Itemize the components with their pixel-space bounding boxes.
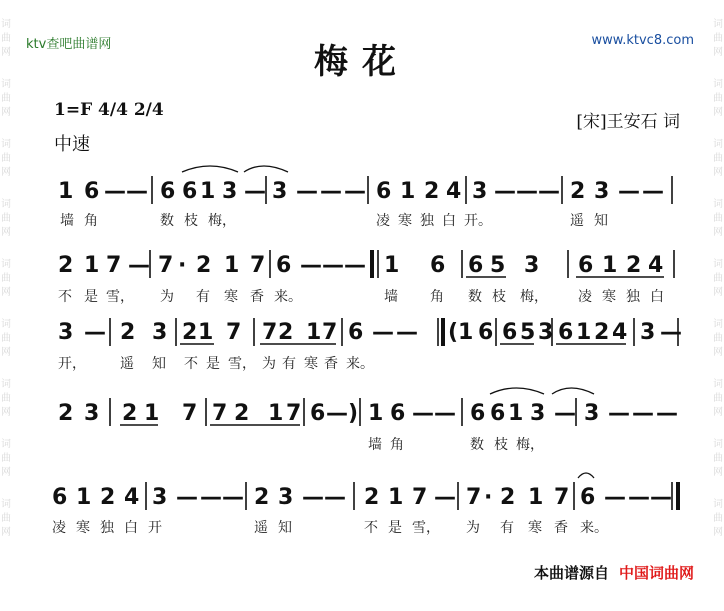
note: — — [320, 179, 342, 204]
note: 1 — [384, 253, 400, 278]
lyric: 角 — [84, 213, 98, 229]
note: 7 — [412, 485, 428, 510]
note: 2 — [58, 253, 74, 278]
note: 7 — [262, 320, 278, 345]
note: 1 — [528, 485, 544, 510]
note: 1 — [224, 253, 240, 278]
note: 5 — [490, 253, 506, 278]
note: 6 — [468, 253, 484, 278]
note: 6 — [276, 253, 292, 278]
note: — — [128, 253, 150, 278]
note: — — [126, 179, 148, 204]
lyric: 开。 — [464, 213, 492, 229]
note: 3 — [640, 320, 656, 345]
lyric: 寒 — [304, 356, 318, 372]
lyric: 香 — [324, 356, 338, 372]
note: 6 — [182, 179, 198, 204]
note: 2 — [100, 485, 116, 510]
note: — — [538, 179, 560, 204]
note: — — [322, 253, 344, 278]
note: 3 — [524, 253, 540, 278]
lyric: 来。 — [580, 520, 608, 536]
lyric: 寒 — [602, 289, 616, 305]
lyric: 遥 — [120, 356, 134, 372]
lyric: 遥 — [570, 213, 584, 229]
lyric: 数 — [160, 213, 174, 229]
note: 7 — [286, 401, 302, 426]
note: 6 — [348, 320, 364, 345]
note: — — [434, 485, 456, 510]
note: 2 — [424, 179, 440, 204]
note: — — [660, 320, 682, 345]
lyric: 不 — [58, 289, 72, 305]
lyric: 知 — [278, 520, 292, 536]
lyric: 是 — [206, 356, 220, 372]
note: 6 — [430, 253, 446, 278]
lyric: 开， — [58, 356, 86, 372]
note: 6 — [478, 320, 494, 345]
lyric: 香 — [554, 520, 568, 536]
lyric: 凌 — [578, 289, 592, 305]
site-url-right[interactable]: www.ktvc8.com — [591, 33, 694, 48]
note: 3 — [152, 320, 168, 345]
note: 2 — [364, 485, 380, 510]
note: — — [618, 179, 640, 204]
note: 1 — [400, 179, 416, 204]
note: — — [656, 401, 678, 426]
source-credit — [534, 562, 694, 583]
lyric: 不 — [184, 356, 198, 372]
note: 7 — [106, 253, 122, 278]
note: 2 — [58, 401, 74, 426]
lyric: 梅， — [208, 213, 236, 229]
note: 7 — [212, 401, 228, 426]
lyric: 来。 — [274, 289, 302, 305]
note: — — [176, 485, 198, 510]
note: — — [642, 179, 664, 204]
lyric: 是 — [84, 289, 98, 305]
note: 3 — [152, 485, 168, 510]
lyric: 知 — [594, 213, 608, 229]
song-title: 梅花 — [314, 42, 410, 82]
note: 3 — [58, 320, 74, 345]
note: 2 — [122, 401, 138, 426]
lyric: 遥 — [254, 520, 268, 536]
lyricist-credit: [宋]王安石 词 — [576, 112, 680, 132]
note: 6 — [502, 320, 518, 345]
lyric: 独 — [420, 213, 434, 229]
note: 6 — [490, 401, 506, 426]
note: 6 — [580, 485, 596, 510]
lyric: 角 — [430, 289, 444, 305]
lyric: 凌 — [376, 213, 390, 229]
score-line-2 — [58, 250, 674, 305]
note: 3 — [222, 179, 238, 204]
note: 1 — [144, 401, 160, 426]
lyric: 枝 — [492, 289, 506, 305]
note: 3 — [472, 179, 488, 204]
note: 1 — [388, 485, 404, 510]
note: 4 — [124, 485, 140, 510]
note: 1 — [306, 320, 322, 345]
lyric: 雪， — [228, 356, 256, 372]
tempo-marking: 中速 — [54, 134, 90, 155]
note: 7 — [182, 401, 198, 426]
note: 6 — [376, 179, 392, 204]
note: 2 — [196, 253, 212, 278]
note: — — [372, 320, 394, 345]
lyric: 香 — [250, 289, 264, 305]
note: 1 — [268, 401, 284, 426]
lyric: 墙 — [368, 437, 382, 453]
lyric: 来。 — [346, 356, 374, 372]
lyric: 数 — [468, 289, 482, 305]
lyric: 寒 — [224, 289, 238, 305]
note: 1 — [84, 253, 100, 278]
note: 2 — [254, 485, 270, 510]
lyric: 寒 — [76, 520, 90, 536]
lyric: 梅， — [520, 289, 548, 305]
note: — — [244, 179, 266, 204]
note: 2 — [570, 179, 586, 204]
note: (1 — [448, 320, 474, 345]
note: 4 — [446, 179, 462, 204]
lyric: 独 — [100, 520, 114, 536]
lyric: 白 — [650, 289, 664, 305]
note: 1 — [76, 485, 92, 510]
note: — — [222, 485, 244, 510]
lyric: 数 — [470, 437, 484, 453]
note: 2 — [626, 253, 642, 278]
note: 2 — [278, 320, 294, 345]
note: 1 — [200, 179, 216, 204]
lyric: 开 — [148, 520, 162, 536]
lyric: 不 — [364, 520, 378, 536]
lyric: 寒 — [398, 213, 412, 229]
note: 3 — [594, 179, 610, 204]
note: — — [300, 253, 322, 278]
note: — — [324, 485, 346, 510]
note: 3 — [84, 401, 100, 426]
lyric: 有 — [196, 289, 210, 305]
note: 1 — [602, 253, 618, 278]
lyric: 有 — [500, 520, 514, 536]
note: — — [104, 179, 126, 204]
lyric: 寒 — [528, 520, 542, 536]
lyric: 凌 — [52, 520, 66, 536]
right-edge-watermark: 词 曲 网 词 曲 网 词 曲 网 词 曲 网 词 曲 网 词 曲 网 词 曲 网 词 曲 网 词 曲 网 — [713, 19, 723, 538]
note: 2 — [234, 401, 250, 426]
lyric: 知 — [152, 356, 166, 372]
note: 6 — [310, 401, 326, 426]
score-line-3 — [58, 318, 682, 372]
source-text: 本曲谱源自 — [533, 564, 609, 582]
note: — — [200, 485, 222, 510]
left-edge-watermark: 词 曲 网 词 曲 网 词 曲 网 词 曲 网 词 曲 网 词 曲 网 词 曲 网 词 曲 网 词 曲 网 — [1, 19, 11, 538]
note: — — [650, 485, 672, 510]
lyric: 枝 — [494, 437, 508, 453]
note: — — [412, 401, 434, 426]
note: 1 — [368, 401, 384, 426]
note: 7 — [226, 320, 242, 345]
note: — — [396, 320, 418, 345]
lyric: 雪， — [412, 520, 440, 536]
lyric: 墙 — [60, 213, 74, 229]
note: 4 — [612, 320, 628, 345]
note: — — [344, 179, 366, 204]
note: 7 — [466, 485, 482, 510]
note: — — [494, 179, 516, 204]
score-line-1 — [58, 166, 672, 229]
note: 6 — [578, 253, 594, 278]
lyric: 雪， — [106, 289, 134, 305]
note: — — [516, 179, 538, 204]
lyric: 枝 — [184, 213, 198, 229]
note: 2 — [182, 320, 198, 345]
note: — — [554, 401, 576, 426]
score-line-5 — [52, 473, 678, 536]
lyric: 角 — [390, 437, 404, 453]
lyric: 梅， — [516, 437, 544, 453]
note: — — [608, 401, 630, 426]
note: 6 — [84, 179, 100, 204]
note: — — [604, 485, 626, 510]
lyric: 为 — [160, 289, 174, 305]
note: — — [632, 401, 654, 426]
note: 1 — [198, 320, 214, 345]
key-signature: 1=F 4/4 2/4 — [54, 100, 164, 120]
note: 3 — [538, 320, 554, 345]
note: 3 — [278, 485, 294, 510]
note: 6 — [160, 179, 176, 204]
note: 6 — [470, 401, 486, 426]
lyric: 独 — [626, 289, 640, 305]
lyric: 为 — [262, 356, 276, 372]
lyric: 白 — [124, 520, 138, 536]
note: 6 — [390, 401, 406, 426]
note: 2 — [500, 485, 516, 510]
note: 1 — [576, 320, 592, 345]
note: 3 — [272, 179, 288, 204]
lyric: 有 — [282, 356, 296, 372]
note: 7 — [322, 320, 338, 345]
note: 7 — [250, 253, 266, 278]
note: 7 — [554, 485, 570, 510]
note: · — [178, 253, 187, 278]
note: — — [628, 485, 650, 510]
note: 6 — [52, 485, 68, 510]
note: 4 — [648, 253, 664, 278]
note: — — [434, 401, 456, 426]
note: · — [484, 485, 493, 510]
note: — — [302, 485, 324, 510]
site-name-left: ktv查吧曲谱网 — [26, 37, 112, 52]
lyric: 为 — [466, 520, 480, 536]
note: 3 — [584, 401, 600, 426]
note: 5 — [520, 320, 536, 345]
note: 2 — [594, 320, 610, 345]
lyric: 是 — [388, 520, 402, 536]
lyric: 墙 — [384, 289, 398, 305]
lyric: 白 — [442, 213, 456, 229]
note: 2 — [120, 320, 136, 345]
note: 7 — [158, 253, 174, 278]
note: —) — [326, 401, 359, 426]
note: 6 — [558, 320, 574, 345]
note: — — [344, 253, 366, 278]
note: 1 — [58, 179, 74, 204]
note: — — [296, 179, 318, 204]
note: 3 — [530, 401, 546, 426]
score-line-4 — [58, 388, 678, 453]
note: 1 — [508, 401, 524, 426]
source-brand-link[interactable]: 中国词曲网 — [618, 564, 694, 582]
note: — — [84, 320, 106, 345]
